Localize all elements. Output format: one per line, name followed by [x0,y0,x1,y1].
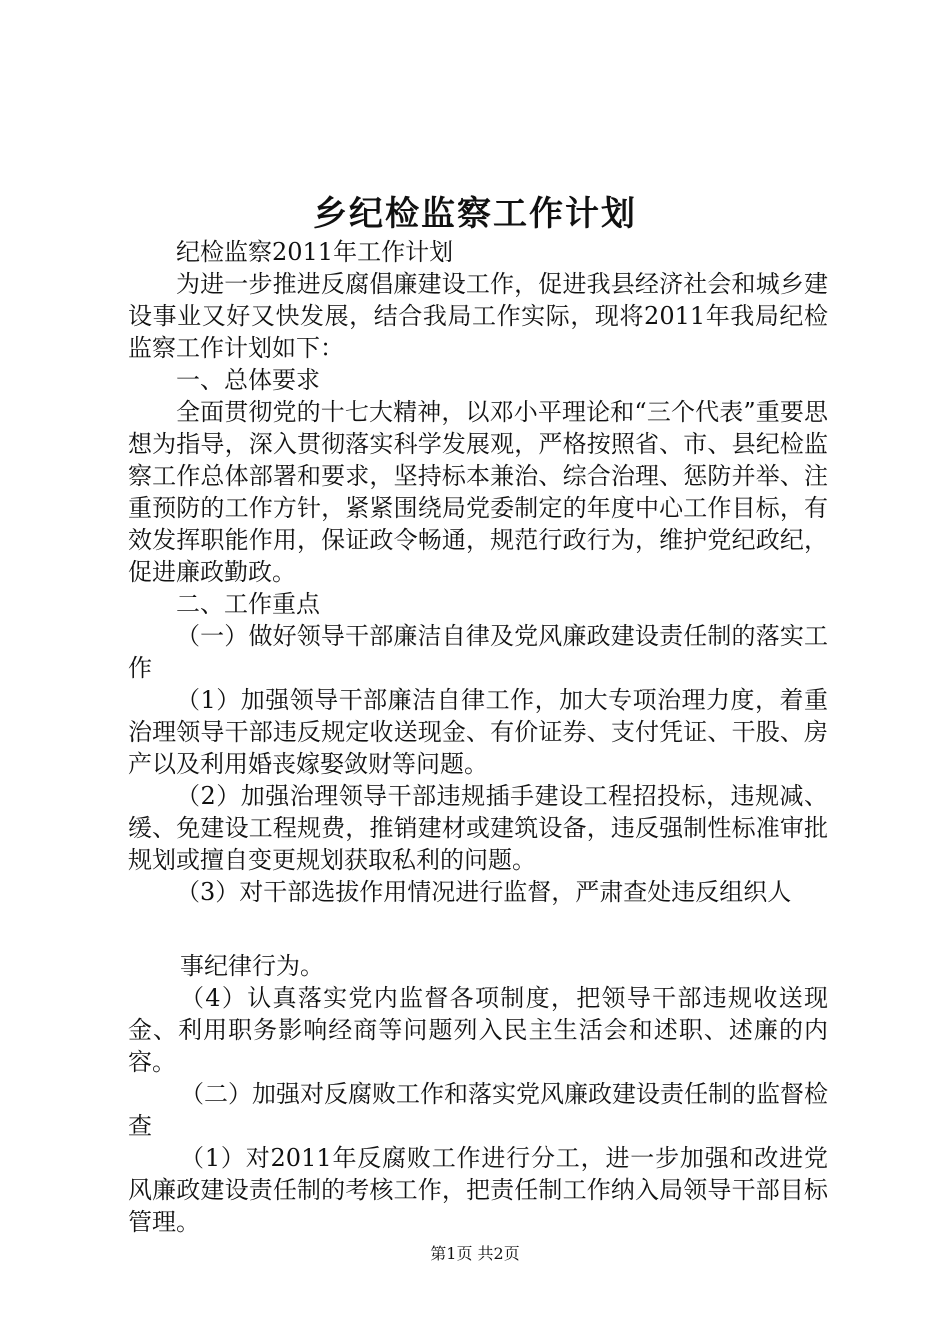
paragraph: 全面贯彻党的十七大精神，以邓小平理论和“三个代表”重要思想为指导，深入贯彻落实科学发展观，严格按照省、市、县纪检监察工作总体部署和要求，坚持标本兼治、综合治理、惩防并举、注重预防的工作方针，紧紧围绕局党委制定的年度中心工作目标，有效发挥职能作用，保证政令畅通，规范行政行为，维护党纪政纪，促进廉政勤政。 [128,398,828,586]
section-heading: 一、总体要求 [176,366,320,394]
subsection-heading: （一）做好领导干部廉洁自律及党风廉政建设责任制的落实工作 [128,622,828,682]
document-body [128,236,828,1238]
paragraph: 纪检监察2011年工作计划 [176,238,454,266]
document-title: 乡纪检监察工作计划 [313,194,637,234]
paragraph: 事纪律行为。 [180,952,324,980]
paragraph: 为进一步推进反腐倡廉建设工作，促进我县经济社会和城乡建设事业又好又快发展，结合我局工作实际，现将2011年我局纪检监察工作计划如下： [128,270,828,362]
paragraph: （1）对2011年反腐败工作进行分工，进一步加强和改进党风廉政建设责任制的考核工作，把责任制工作纳入局领导干部目标管理。 [128,1144,828,1236]
paragraph: （1）加强领导干部廉洁自律工作，加大专项治理力度，着重治理领导干部违反规定收送现金、有价证券、支付凭证、干股、房产以及利用婚丧嫁娶敛财等问题。 [128,686,828,778]
page-footer: 第1页 共2页 [430,1244,520,1263]
paragraph: （3）对干部选拔作用情况进行监督，严肃查处违反组织人 [176,878,792,906]
subsection-heading: （二）加强对反腐败工作和落实党风廉政建设责任制的监督检查 [128,1080,828,1140]
paragraph: （4）认真落实党内监督各项制度，把领导干部违规收送现金、利用职务影响经商等问题列入民主生活会和述职、述廉的内容。 [128,984,828,1076]
paragraph: （2）加强治理领导干部违规插手建设工程招投标，违规减、缓、免建设工程规费，推销建材或建筑设备，违反强制性标准审批规划或擅自变更规划获取私利的问题。 [128,782,828,874]
section-heading: 二、工作重点 [176,590,320,618]
page-break-gap [128,908,828,950]
